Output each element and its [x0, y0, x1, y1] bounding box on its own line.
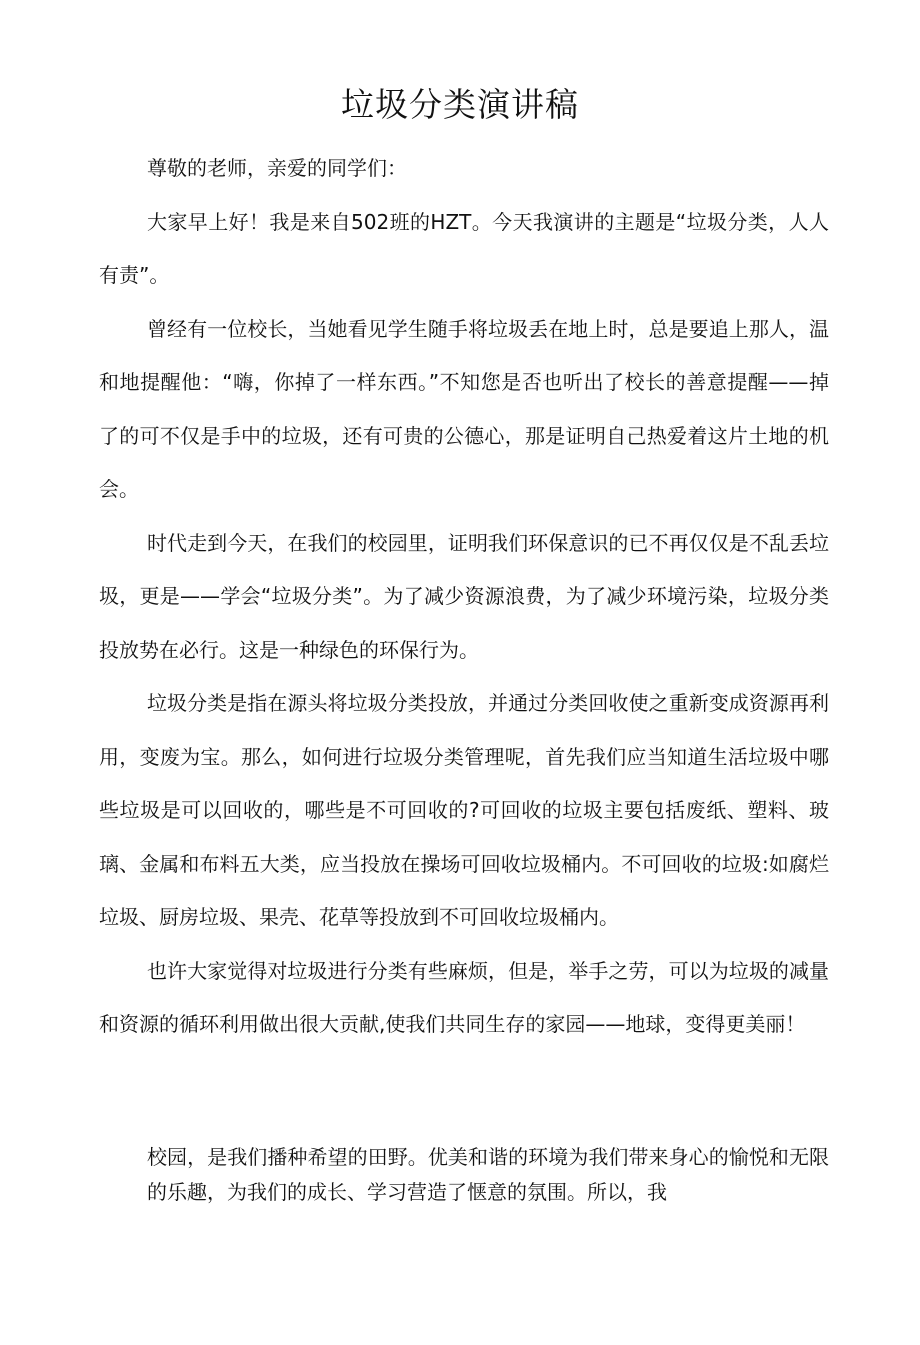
document-body: [99, 142, 829, 1052]
paragraph-greeting: 大家早上好！我是来自502班的HZT。今天我演讲的主题是“垃圾分类，人人有责”。: [99, 209, 829, 287]
salutation-line: 尊敬的老师，亲爱的同学们：: [147, 156, 407, 180]
document-title: 垃圾分类演讲稿: [341, 85, 579, 124]
paragraph-modern-times: 时代走到今天，在我们的校园里，证明我们环保意识的已不再仅仅是不乱丢垃圾，更是——学会“垃圾分类”。为了减少资源浪费，为了减少环境污染，垃圾分类投放势在必行。这是一种绿色的环保行为。: [99, 530, 829, 662]
paragraph-contribution: 也许大家觉得对垃圾进行分类有些麻烦，但是，举手之劳，可以为垃圾的减量和资源的循环利用做出很大贡献,使我们共同生存的家园——地球，变得更美丽！: [99, 958, 829, 1036]
paragraph-sorting-definition: 垃圾分类是指在源头将垃圾分类投放，并通过分类回收使之重新变成资源再利用，变废为宝。那么，如何进行垃圾分类管理呢，首先我们应当知道生活垃圾中哪些垃圾是可以回收的，哪些是不可回收的?可回收的垃圾主要包括废纸、塑料、玻璃、金属和布料五大类，应当投放在操场可回收垃圾桶内。不可回收的垃圾:如腐烂垃圾、厨房垃圾、果壳、花草等投放到不可回收垃圾桶内。: [99, 691, 829, 929]
paragraph-closing: 校园，是我们播种希望的田野。优美和谐的环境为我们带来身心的愉悦和无限的乐趣，为我们的成长、学习营造了惬意的氛围。所以，我: [147, 1145, 829, 1204]
closing-block: [99, 1140, 829, 1210]
paragraph-principal-story: 曾经有一位校长，当她看见学生随手将垃圾丢在地上时，总是要追上那人，温和地提醒他：“嗨，你掉了一样东西。”不知您是否也听出了校长的善意提醒——掉了的可不仅是手中的垃圾，还有可贵的公德心，那是证明自己热爱着这片土地的机会。: [99, 316, 829, 501]
